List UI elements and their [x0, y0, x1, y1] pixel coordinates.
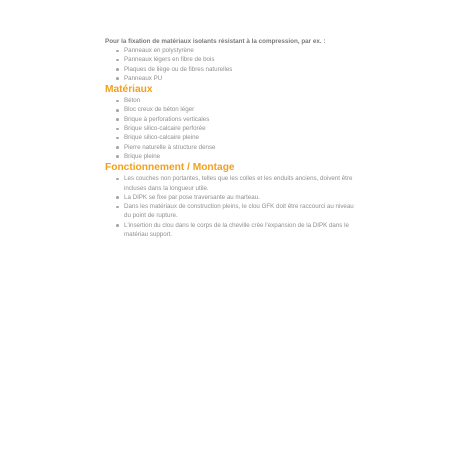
list-item: Pierre naturelle à structure dense — [105, 143, 405, 152]
list-item: Les couches non portantes, telles que les colles et les enduits anciens, doivent être incluses dans la longueur utile. — [105, 174, 359, 193]
fonctionnement-list — [105, 174, 405, 239]
list-item: Plaques de liège ou de fibres naturelles — [105, 65, 405, 74]
list-item: Bloc creux de béton léger — [105, 105, 405, 114]
list-item: Brique à perforations verticales — [105, 115, 405, 124]
list-item: Panneaux en polystyrène — [105, 46, 405, 55]
list-item: Brique pleine — [105, 152, 405, 161]
list-item: L'insertion du clou dans le corps de la cheville crée l'expansion de la DIPK dans le matériau support. — [105, 221, 359, 240]
materiaux-list — [105, 96, 405, 161]
list-item: Brique silico-calcaire pleine — [105, 133, 405, 142]
list-item: La DIPK se fixe par pose traversante au marteau. — [105, 193, 359, 202]
fixation-list — [105, 46, 405, 83]
fonctionnement-heading: Fonctionnement / Montage — [105, 162, 235, 174]
product-description — [105, 37, 405, 239]
list-item: Panneaux PU — [105, 74, 405, 83]
intro-text: Pour la fixation de matériaux isolants résistant à la compression, par ex. : — [105, 38, 326, 45]
list-item: Brique silico-calcaire perforée — [105, 124, 405, 133]
list-item: Panneaux légers en fibre de bois — [105, 55, 405, 64]
list-item: Béton — [105, 96, 405, 105]
list-item: Dans les matériaux de construction pleins, le clou GFK doit être raccourci au niveau du point de rupture. — [105, 202, 359, 221]
materiaux-heading: Matériaux — [105, 84, 153, 96]
